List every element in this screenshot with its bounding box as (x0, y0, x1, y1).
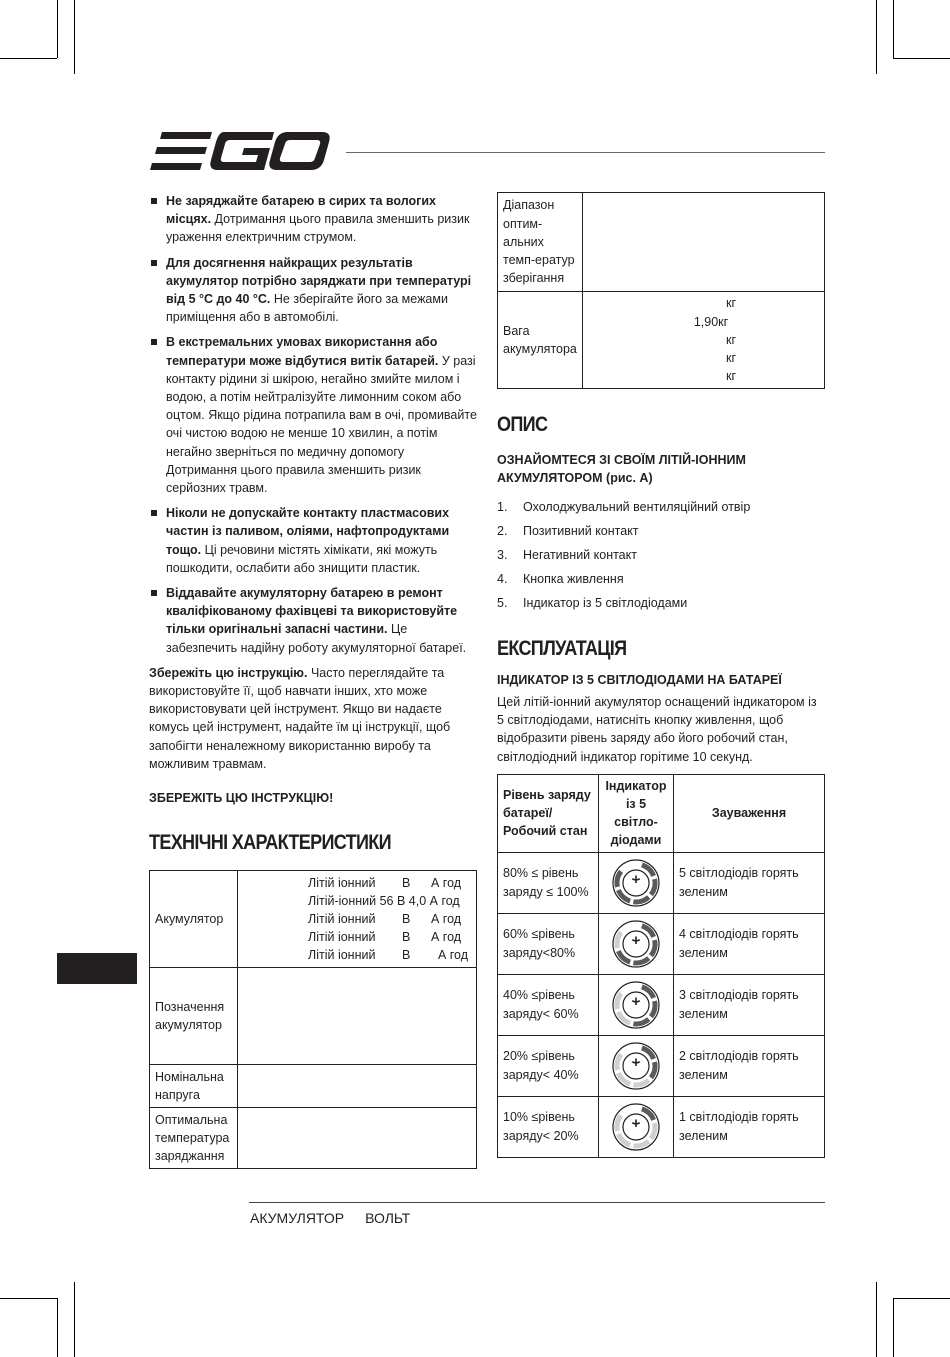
bullet-item: Для досягнення найкращих результатів акумулятор потрібно заряджати при температурі від 5 °C до 40 °C. Не зберігайте його за межами приміщення або в автомобілі. (149, 254, 477, 327)
table-row: 40% ≤рівень заряду< 60% 3 світлодіодів горять зеленим (498, 974, 825, 1035)
bullet-item: Ніколи не допускайте контакту пластмасових частин із паливом, оліями, нафтопродуктами тощо. Ці речовини містять хімікати, які можуть пошкодити, ослабити або знищити пластик. (149, 504, 477, 577)
crop-mark (57, 0, 58, 58)
voltage-label: Номінальна напруга (150, 1065, 238, 1108)
crop-mark (74, 1282, 75, 1357)
list-item: 1. Охолоджувальний вентиляційний отвір (497, 500, 751, 514)
designation-label: Позначення акумулятор (150, 968, 238, 1065)
operation-text: Цей літій-іонний акумулятор оснащений індикатором із 5 світлодіодами, натисніть кнопку живлення, щоб відобразити рівень заряду або його робочий стан, світлодіодний індикатор горітиме 10 секунд. (497, 695, 817, 764)
column-header: Рівень заряду батареї/ Робочий стан (498, 774, 599, 852)
footer-label-battery: АКУМУЛЯТОР (250, 1210, 345, 1226)
rating-line: Літій іонний В А год (308, 930, 462, 945)
bullet-item: В екстремальних умовах використання або температури може відбутися витік батарей. У разі контакту рідини зі шкірою, негайно змийте милом і водою, а потім нейтралізуйте лимонним соком або оцтом. Якщо рідина потрапила вам в очі, промивайте очі чистою водою не менше 10 хвилин, а потім негайно зверніться по медичну допомогу Дотримання цього правила зменшить ризик серйозних травм. (149, 333, 477, 497)
led-indicator-icon (612, 920, 660, 968)
storage-label: Діапазон оптим-альних темп-ератур зберігання (498, 193, 583, 292)
battery-label: Акумулятор (150, 871, 238, 968)
parts-list (497, 495, 825, 615)
list-item: 4. Кнопка живлення (497, 572, 624, 586)
table-row (498, 292, 825, 389)
list-item: 3. Негативний контакт (497, 548, 637, 562)
list-item: 5. Індикатор із 5 світлодіодами (497, 596, 688, 610)
crop-mark (876, 0, 877, 74)
operation-subtitle: ІНДИКАТОР ІЗ 5 СВІТЛОДІОДАМИ НА БАТАРЕЇ (497, 673, 782, 687)
storage-table (497, 192, 825, 389)
save-heading: ЗБЕРЕЖІТЬ ЦЮ ІНСТРУКЦІЮ! (149, 791, 334, 806)
led-indicator-icon (612, 981, 660, 1029)
crop-mark (57, 1298, 58, 1357)
table-row: 60% ≤рівень заряду<80% 4 світлодіодів горять зеленим (498, 913, 825, 974)
section-tab (57, 953, 137, 984)
weight-values: кг 1,90кг кг кг кг (583, 292, 825, 389)
battery-ratings (238, 871, 477, 968)
footer (250, 1210, 410, 1226)
crop-mark (893, 1298, 950, 1299)
crop-mark (74, 0, 75, 74)
save-paragraph: Збережіть цю інструкцію. Часто переглядайте та використовуйте її, щоб навчати інших, хто може використовувати цей інструмент. Якщо ви надаєте комусь цей інструмент, надайте їм ці інструкції, щоб запобігти неналежному використанню виробу та можливим травмам. (149, 665, 451, 771)
footer-label-volt: ВОЛЬТ (365, 1210, 411, 1226)
table-row: 10% ≤рівень заряду< 20% 1 світлодіодів горять зеленим (498, 1096, 825, 1157)
column-header: Зауваження (674, 774, 825, 852)
rating-line: Літій іонний В А год (308, 875, 462, 890)
specs-table (149, 870, 477, 1169)
led-indicator-icon (612, 859, 660, 907)
charge-temp-label: Оптимальна температура заряджання (150, 1108, 238, 1169)
led-table (497, 774, 825, 1158)
table-row (150, 871, 477, 968)
weight-label: Вага акумулятора (498, 292, 583, 389)
left-column (149, 192, 477, 1169)
list-item: 2. Позитивний контакт (497, 524, 639, 538)
table-row (498, 193, 825, 292)
description-subtitle: ОЗНАЙОМТЕСЯ ЗІ СВОЇМ ЛІТІЙ-ІОННИМ АКУМУЛЯТОРОМ (рис. A) (497, 453, 746, 485)
table-row (150, 1108, 477, 1169)
table-row: 20% ≤рівень заряду< 40% 2 світлодіодів горять зеленим (498, 1035, 825, 1096)
crop-mark (0, 58, 57, 59)
table-row (150, 968, 477, 1065)
column-header: Індикатор із 5 світло-діодами (599, 774, 674, 852)
bullet-item: Віддавайте акумуляторну батарею в ремонт кваліфікованому фахівцеві та використовуйте тільки оригінальні запасні частини. Це забезпечить надійну роботу акумуляторної батареї. (149, 584, 477, 657)
led-indicator-icon (612, 1103, 660, 1151)
rating-line: Літій-іонний 56 В 4,0 А год (308, 893, 460, 908)
led-indicator-icon (612, 1042, 660, 1090)
table-header-row (498, 774, 825, 852)
rating-line: Літій іонний В А год (308, 911, 462, 926)
header-rule (346, 152, 825, 153)
operation-title: ЕКСПЛУАТАЦІЯ (497, 637, 627, 660)
specs-title: ТЕХНІЧНІ ХАРАКТЕРИСТИКИ (149, 831, 391, 855)
crop-mark (876, 1282, 877, 1357)
table-row (150, 1065, 477, 1108)
right-column (497, 192, 825, 1158)
safety-bullets (149, 192, 477, 657)
crop-mark (893, 58, 950, 59)
table-row: 80% ≤ рівень заряду ≤ 100% 5 світлодіодів горять зеленим (498, 852, 825, 913)
crop-mark (0, 1298, 57, 1299)
rating-line: Літій іонний В А год (308, 948, 469, 963)
ego-logo (150, 130, 332, 172)
crop-mark (893, 0, 894, 58)
footer-rule (249, 1202, 825, 1203)
bullet-item: Не заряджайте батарею в сирих та вологих місцях. Дотримання цього правила зменшить ризик ураження електричним струмом. (149, 192, 477, 247)
description-title: ОПИС (497, 413, 548, 436)
crop-mark (893, 1298, 894, 1357)
